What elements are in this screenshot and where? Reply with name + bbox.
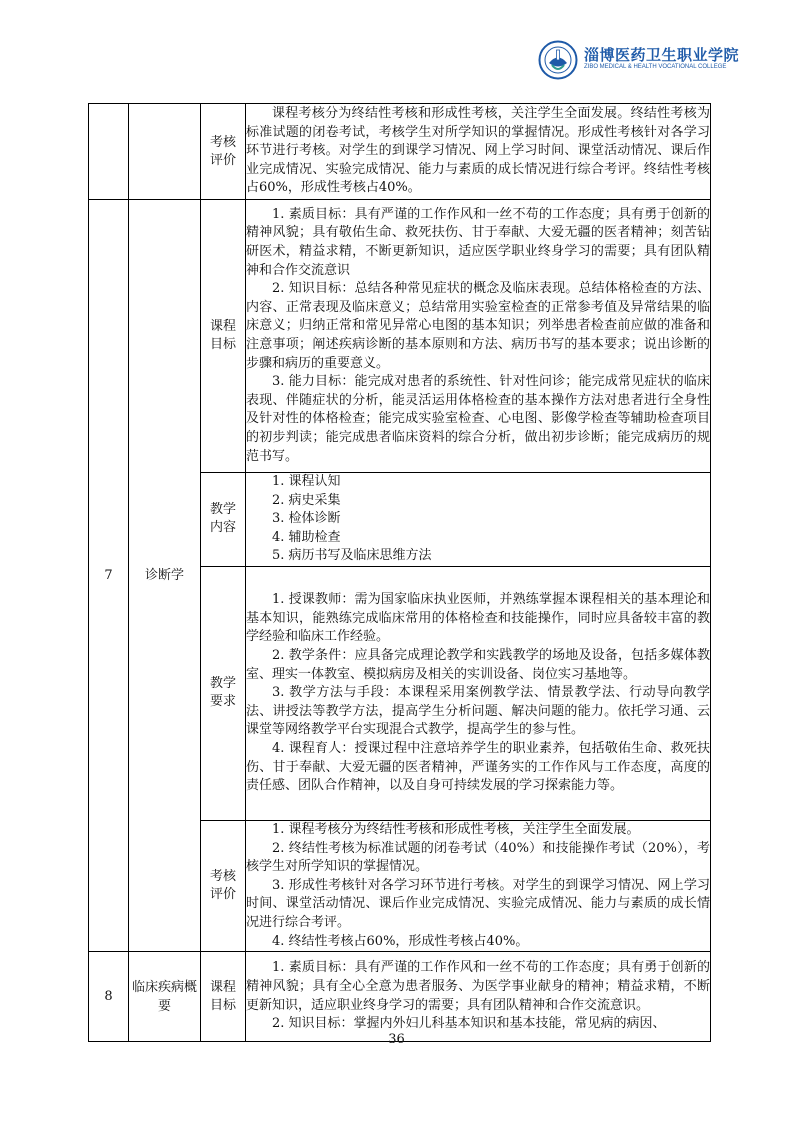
course-name: [129, 952, 201, 1042]
section-label-text: 课程目标: [209, 319, 236, 352]
section-label: [201, 200, 246, 473]
section-content: [246, 566, 711, 820]
paragraph: 4. 终结性考核占60%，形成性考核占40%。: [272, 933, 529, 949]
paragraph: 1. 素质目标：具有严谨的工作作风和一丝不苟的工作态度；具有勇于创新的精神风貌；具有全心全意为患者服务、为医学事业献身的精神；精益求精，不断更新知识，适应职业终身学习的需要；具有团队精神和合作交流意识。: [246, 960, 710, 1013]
paragraph: 2. 教学条件：应具备完成理论教学和实践教学的场地及设备，包括多媒体教室、理实一体教室、模拟病房及相关的实训设备、岗位实习基地等。: [246, 647, 710, 682]
section-label-text: 课程目标: [209, 979, 236, 1013]
section-content: [246, 104, 711, 200]
section-content: [246, 820, 711, 951]
paragraph: 3. 形成性考核针对各学习环节进行考核。对学生的到课学习情况、网上学习时间、课堂活动情况、课后作业完成情况、实验完成情况、能力与素质的成长情况进行综合考评。: [246, 877, 710, 930]
college-name-en: ZIBO MEDICAL & HEALTH VOCATIONAL COLLEGE: [584, 64, 727, 70]
list-item: 1. 课程认知: [272, 474, 341, 489]
section-label-text: 教学内容: [209, 502, 236, 536]
section-label: [201, 473, 246, 567]
section-content: [246, 952, 711, 1042]
table-row: [89, 952, 711, 1042]
paragraph: 2. 知识目标：总结各种常见症状的概念及临床表现。总结体格检查的方法、内容、正常表现及临床意义；总结常用实验室检查的正常参考值及异常结果的临床意义；归纳正常和常见异常心电图的基本知识；列举患者检查前应做的准备和注意事项；阐述疾病诊断的基本原则和方法、病历书写的基本要求；说出诊断的步骤和病历的重要意义。: [246, 281, 710, 371]
table-row: [89, 104, 711, 200]
course-name-text: 诊断学: [144, 568, 184, 584]
course-number: [89, 104, 129, 200]
list-item: 4. 辅助检查: [272, 529, 341, 545]
section-content: [246, 473, 711, 567]
course-name-text: 临床疾病概要: [131, 979, 197, 1014]
paragraph: 1. 授课教师：需为国家临床执业医师，并熟练掌握本课程相关的基本理论和基本知识，能熟练完成临床常用的体格检查和技能操作，同时应具备较丰富的教学经验和临床工作经验。: [246, 592, 710, 645]
section-label: [201, 104, 246, 200]
section-content: [246, 200, 711, 473]
paragraph: 课程考核分为终结性考核和形成性考核，关注学生全面发展。终结性考核为标准试题的闭卷考试，考核学生对所学知识的掌握情况。形成性考核针对各学习环节进行考核。对学生的到课学习情况、网上学习时间、课堂活动情况、课后作业完成情况、实验完成情况、能力与素质的成长情况进行综合考评。终结性考核占60%，形成性考核占40%。: [246, 106, 710, 196]
section-label-text: 教学要求: [209, 676, 236, 710]
paragraph: 3. 能力目标：能完成对患者的系统性、针对性问诊；能完成常见症状的临床表现、伴随症状的分析，能灵活运用体格检查的基本操作方法对患者进行全身性及针对性的体格检查；能完成实验室检查、心电图、影像学检查等辅助检查项目的初步判读；能完成患者临床资料的综合分析，做出初步诊断；能完成病历的规范书写。: [246, 374, 710, 464]
paragraph: 2. 知识目标：掌握内外妇儿科基本知识和基本技能，常见病的病因、: [272, 1016, 666, 1032]
paragraph: 1. 素质目标：具有严谨的工作作风和一丝不苟的工作态度；具有勇于创新的精神风貌；具有敬佑生命、救死扶伤、甘于奉献、大爱无疆的医者精神；刻苦钻研医术，精益求精，不断更新知识，适应医学职业终身学习的需要；具有团队精神和合作交流意识: [246, 206, 710, 278]
college-emblem-icon: [538, 40, 578, 80]
course-table: [88, 103, 711, 1042]
list-item: 5. 病历书写及临床思维方法: [272, 548, 432, 564]
course-name: [129, 200, 201, 952]
page-number: 36: [388, 1032, 405, 1047]
list-item: 2. 病史采集: [272, 492, 341, 508]
college-logo: [538, 40, 740, 82]
course-number: 8: [89, 952, 129, 1042]
section-label: [201, 820, 246, 951]
section-label: [201, 952, 246, 1042]
paragraph: 4. 课程育人：授课过程中注意培养学生的职业素养，包括敬佑生命、救死扶伤、甘于奉献、大爱无疆的医者精神，严谨务实的工作作风与工作态度，高度的责任感、团队合作精神，以及自身可持续发展的学习探索能力等。: [246, 740, 710, 794]
list-item: 3. 检体诊断: [272, 511, 341, 527]
table-row: [89, 200, 711, 473]
paragraph: 3. 教学方法与手段：本课程采用案例教学法、情景教学法、行动导向教学法、讲授法等教学方法，提高学生分析问题、解决问题的能力。依托学习通、云课堂等网络教学平台实现混合式教学，提高学生的参与性。: [246, 685, 710, 738]
paragraph: 2. 终结性考核为标准试题的闭卷考试（40%）和技能操作考试（20%），考核学生对所学知识的掌握情况。: [246, 840, 710, 875]
college-name: 淄博医药卫生职业学院: [584, 46, 740, 64]
section-label-text: 考核评价: [209, 869, 236, 903]
section-label-text: 考核评价: [209, 134, 236, 168]
course-number: 7: [89, 200, 129, 952]
course-name: [129, 104, 201, 200]
paragraph: 1. 课程考核分为终结性考核和形成性考核，关注学生全面发展。: [272, 821, 640, 837]
section-label: [201, 566, 246, 820]
